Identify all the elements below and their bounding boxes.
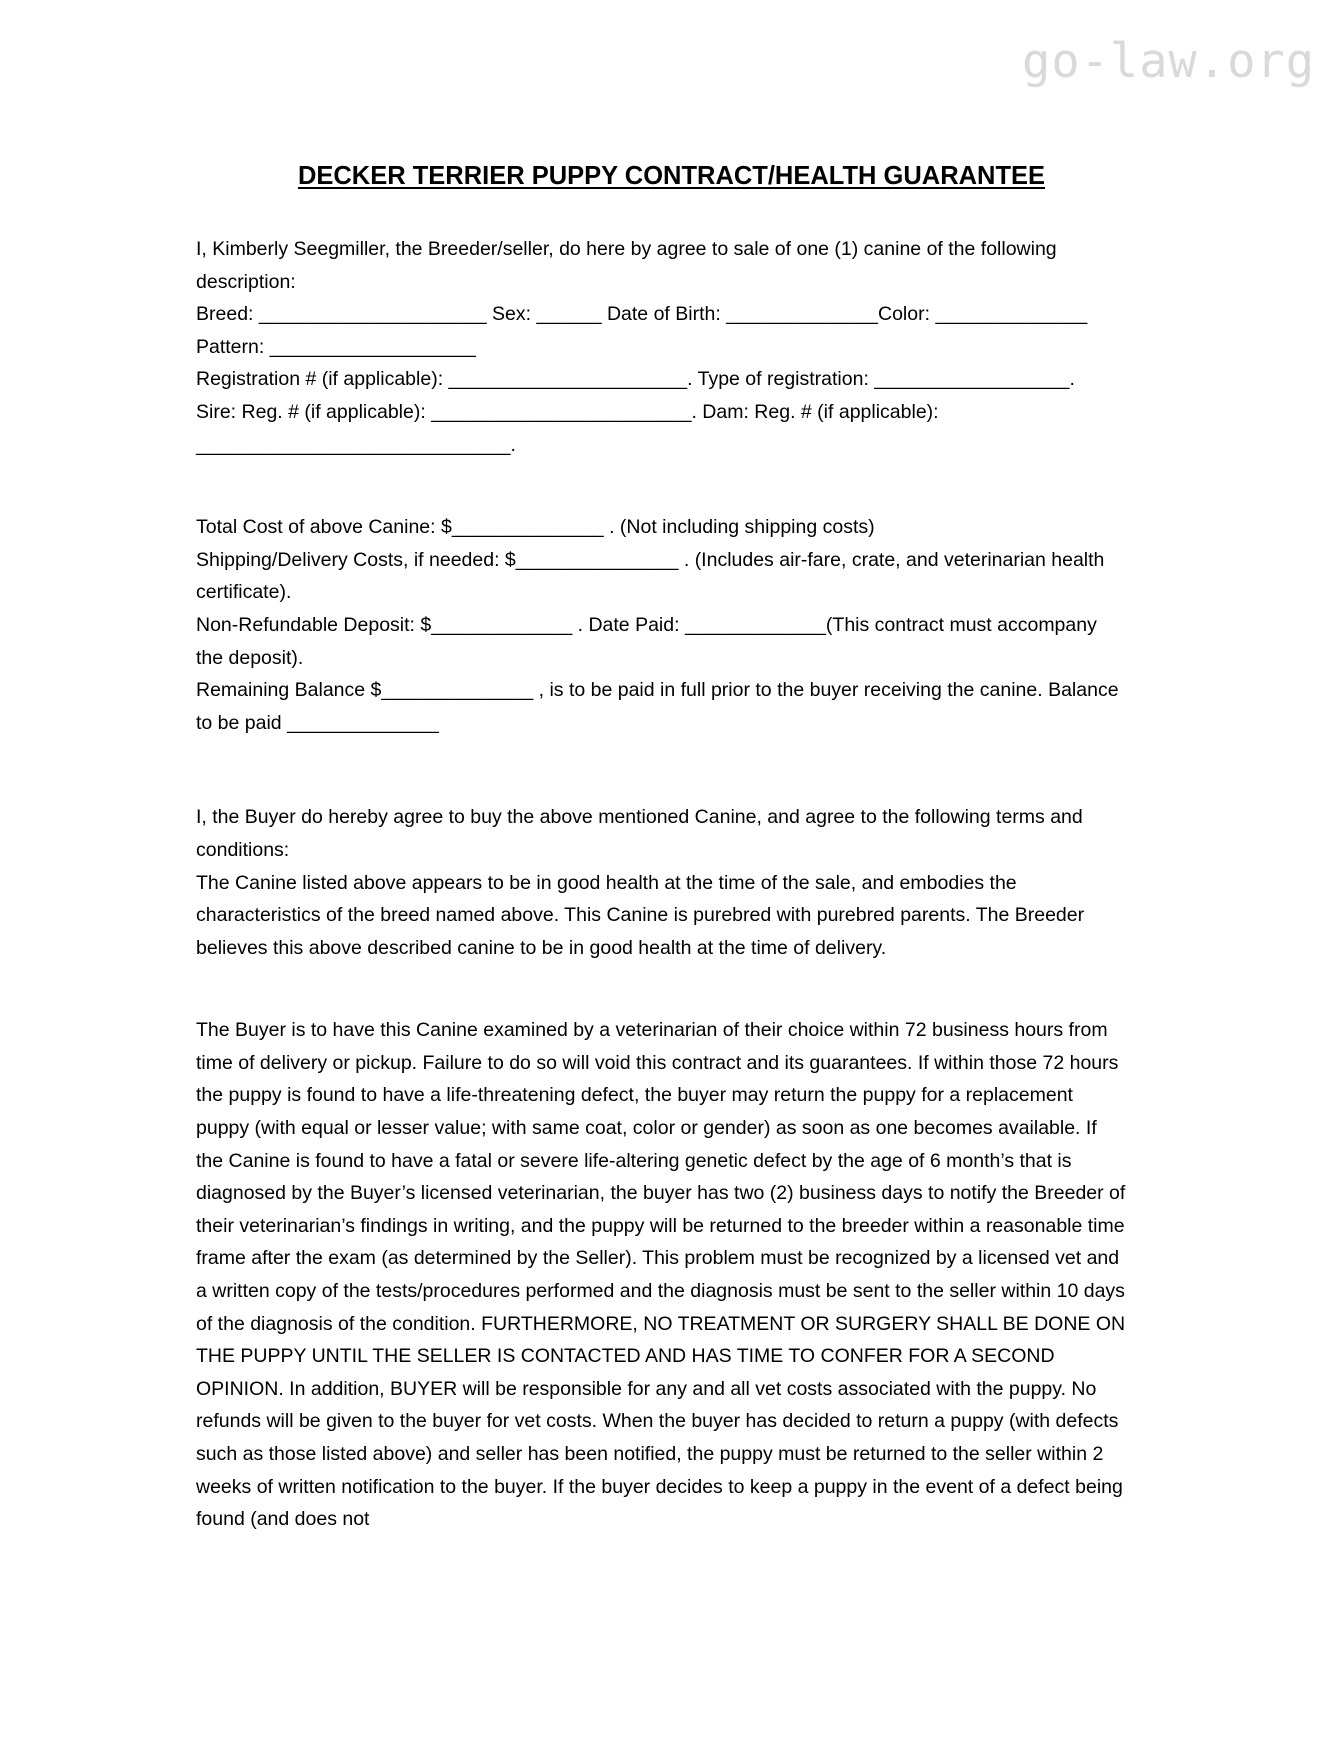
paragraph-buyer-agreement: I, the Buyer do hereby agree to buy the above mentioned Canine, and agree to the following terms and conditions: — [196, 806, 1089, 861]
page-title — [0, 160, 1343, 193]
paragraph-vet-exam-terms: The Buyer is to have this Canine examined by a veterinarian of their choice within 72 business hours from time of delivery or pickup. Failure to do so will void this contract and its guarantees. If within those 72 hours the puppy is found to have a life-threatening defect, the buyer may return the puppy for a replacement puppy (with equal or lesser value; with same coat, color or gender) as soon as one becomes available. If the Canine is found to have a fatal or severe life-altering genetic defect by the age of 6 month’s that is diagnosed by the Buyer’s licensed veterinarian, the buyer has two (2) business days to notify the Breeder of their veterinarian’s findings in writing, and the puppy will be returned to the breeder within a reasonable time frame after the exam (as determined by the Seller). This problem must be recognized by a licensed vet and a written copy of the tests/procedures performed and the diagnosis must be sent to the seller within 10 days of the diagnosis of the condition. FURTHERMORE, NO TREATMENT OR SURGERY SHALL BE DONE ON THE PUPPY UNTIL THE SELLER IS CONTACTED AND HAS TIME TO CONFER FOR A SECOND OPINION. In addition, BUYER will be responsible for any and all vet costs associated with the puppy. No refunds will be given to the buyer for vet costs. When the buyer has decided to return a puppy (with defects such as those listed above) and seller has been notified, the puppy must be returned to the seller within 2 weeks of written notification to the buyer. If the buyer decides to keep a puppy in the event of a defect being found (and does not — [196, 1019, 1131, 1531]
paragraph-balance-line: Remaining Balance $______________ , is to be paid in full prior to the buyer receiving the canine. Balance to be paid ______________ — [196, 679, 1124, 734]
paragraph-health-statement: The Canine listed above appears to be in good health at the time of the sale, and embodies the characteristics of the breed named above. This Canine is purebred with purebred parents. The Breeder believes this above described canine to be in good health at the time of delivery. — [196, 871, 1090, 959]
paragraph-deposit-line: Non-Refundable Deposit: $_____________ . Date Paid: _____________(This contract must accompany the deposit). — [196, 613, 1103, 669]
paragraph-breed-line: Breed: _____________________ Sex: ______ Date of Birth: ______________Color: ______________ Pattern: ___________________ — [196, 303, 1093, 358]
paragraph-shipping-line: Shipping/Delivery Costs, if needed: $_______________ . (Includes air-fare, crate, and veterinarian health certificate). — [196, 548, 1110, 604]
watermark-go-law-org: go-law.org — [1022, 34, 1315, 89]
page-title-text: DECKER TERRIER PUPPY CONTRACT/HEALTH GUARANTEE — [297, 162, 1046, 191]
paragraph-total-cost-line: Total Cost of above Canine: $______________ . (Not including shipping costs) — [196, 516, 875, 539]
paragraph-sire-dam-line: Sire: Reg. # (if applicable): ________________________. Dam: Reg. # (if applicable): _____________________________. — [196, 400, 944, 456]
paragraph-intro-seller: I, Kimberly Seegmiller, the Breeder/seller, do here by agree to sale of one (1) canine of the following description: — [196, 238, 1063, 293]
paragraph-registration-line: Registration # (if applicable): ______________________. Type of registration: __________________. — [196, 368, 1075, 391]
document-body — [196, 233, 1131, 1536]
